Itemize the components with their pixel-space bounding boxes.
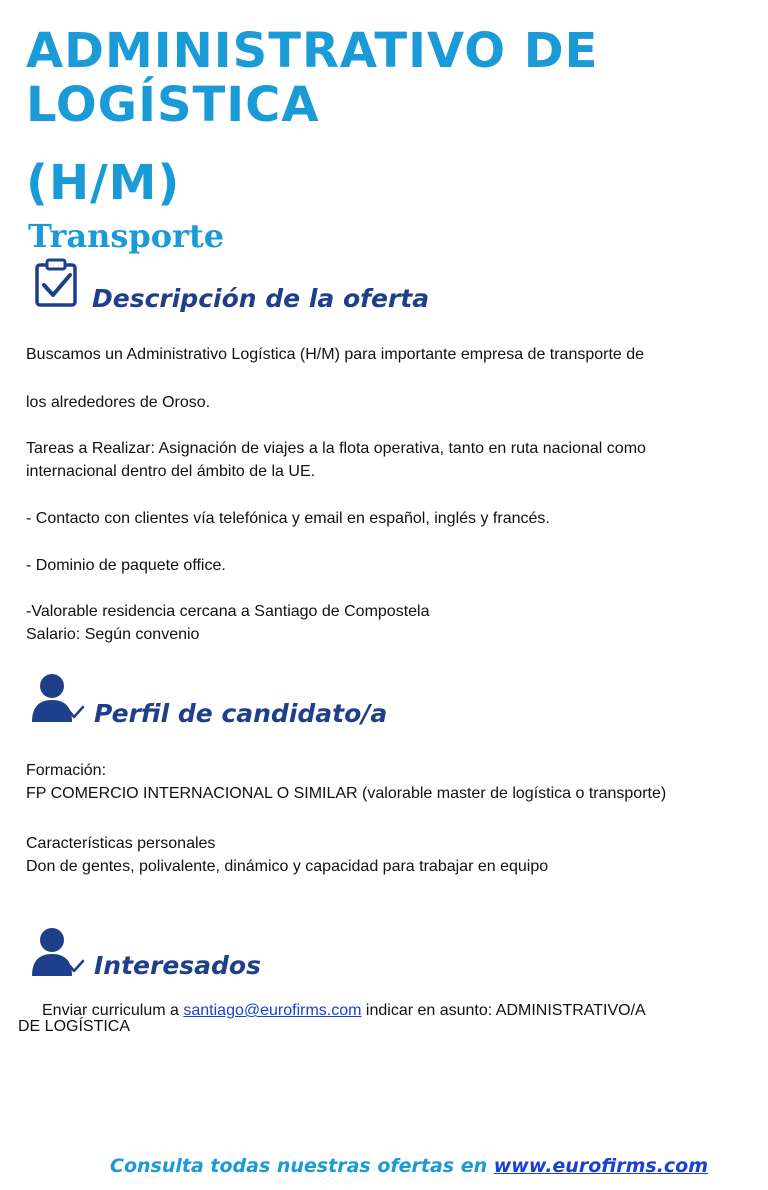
tasks-line-1: Tareas a Realizar: Asignación de viajes a la flota operativa, tanto en ruta nacional como: [26, 440, 646, 457]
page-title-line-1: ADMINISTRATIVO DE: [26, 23, 599, 79]
requirement-contact: - Contacto con clientes vía telefónica y email en español, inglés y francés.: [26, 510, 550, 527]
email-link[interactable]: santiago@eurofirms.com: [183, 1002, 362, 1019]
formacion-label: Formación:: [26, 762, 107, 779]
footer-text: Consulta todas nuestras ofertas en: [110, 1155, 494, 1177]
apply-text-before: Enviar curriculum a: [42, 1002, 184, 1019]
formacion-value: FP COMERCIO INTERNACIONAL O SIMILAR (valorable master de logística o transporte): [26, 785, 667, 802]
section-heading-descripcion: Descripción de la oferta: [92, 284, 430, 313]
clipboard-check-icon: [34, 258, 78, 308]
footer-banner: [110, 1152, 708, 1180]
person-check-icon: [30, 926, 86, 978]
section-heading-interesados: Interesados: [94, 951, 261, 980]
person-check-icon: [30, 672, 86, 724]
apply-text-after: indicar en asunto: ADMINISTRATIVO/A: [361, 1002, 646, 1019]
requirement-residence: -Valorable residencia cercana a Santiago de Compostela: [26, 603, 430, 620]
caracteristicas-label: Características personales: [26, 835, 216, 852]
salary-text: Salario: Según convenio: [26, 626, 200, 643]
apply-subject-line-2: DE LOGÍSTICA: [18, 1018, 131, 1035]
footer-website-link[interactable]: www.eurofirms.com: [493, 1155, 709, 1177]
requirement-office: - Dominio de paquete office.: [26, 557, 226, 574]
description-paragraph-1: Buscamos un Administrativo Logística (H/M) para importante empresa de transporte de: [26, 346, 645, 363]
page-subtitle: Transporte: [28, 217, 225, 255]
page-title-line-2: LOGÍSTICA: [26, 77, 320, 133]
tasks-line-2: internacional dentro del ámbito de la UE.: [26, 463, 316, 480]
section-heading-perfil: Perfil de candidato/a: [94, 699, 388, 728]
caracteristicas-value: Don de gentes, polivalente, dinámico y capacidad para trabajar en equipo: [26, 858, 549, 875]
page-title-line-3: (H/M): [26, 155, 181, 211]
description-paragraph-2: los alrededores de Oroso.: [26, 394, 211, 411]
